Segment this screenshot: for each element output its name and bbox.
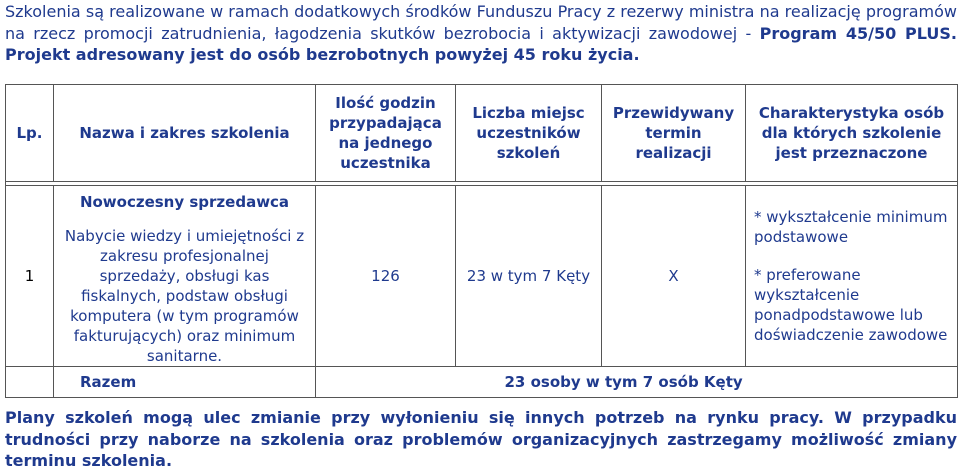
header-hours: Ilość godzin przypadająca na jednego uczestnika — [316, 85, 456, 182]
target-preference: * preferowane wykształcenie ponadpodstawowe lub doświadczenie zawodowe — [754, 266, 948, 344]
header-term: Przewidywany termin realizacji — [602, 85, 746, 182]
course-title: Nowoczesny sprzedawca — [79, 193, 290, 211]
intro-paragraph — [5, 1, 957, 66]
course-description: Nabycie wiedzy i umiejętności z zakresu profesjonalnej sprzedaży, obsługi kas fiskalnych, podstaw obsługi komputera (w tym programów fakturujących) oraz minimum sanitarne. — [64, 227, 305, 365]
row-target-cell — [746, 186, 958, 367]
training-table — [5, 84, 958, 398]
header-name: Nazwa i zakres szkolenia — [54, 85, 316, 182]
total-label: Razem — [54, 367, 316, 398]
target-requirement: * wykształcenie minimum podstawowe — [754, 208, 948, 246]
table-header-row — [6, 85, 958, 182]
intro-text: Szkolenia są realizowane w ramach dodatkowych środków Funduszu Pracy z rezerwy ministra na realizację programów na rzecz promocji zatrudnienia, łagodzenia skutków bezrobocia i aktywizacji zawodowej - — [5, 2, 957, 43]
header-places: Liczba miejsc uczestników szkoleń — [456, 85, 602, 182]
row-hours: 126 — [316, 186, 456, 367]
row-lp: 1 — [6, 186, 54, 367]
closing-note: Plany szkoleń mogą ulec zmianie przy wyłonieniu się innych potrzeb na rynku pracy. W przypadku trudności przy naborze na szkolenia oraz problemów organizacyjnych zastrzegamy możliwość zmiany terminu szkolenia. — [5, 408, 957, 470]
row-term: X — [602, 186, 746, 367]
row-places: 23 w tym 7 Kęty — [456, 186, 602, 367]
row-name-cell — [54, 186, 316, 367]
header-target: Charakterystyka osób dla których szkolenie jest przeznaczone — [746, 85, 958, 182]
intro-program: Program 45/50 PLUS. Projekt adresowany jest do osób bezrobotnych powyżej 45 roku życia. — [5, 23, 957, 64]
total-row — [6, 367, 958, 398]
table-row — [6, 186, 958, 367]
total-value: 23 osoby w tym 7 osób Kęty — [456, 367, 958, 398]
header-lp: Lp. — [6, 85, 54, 182]
